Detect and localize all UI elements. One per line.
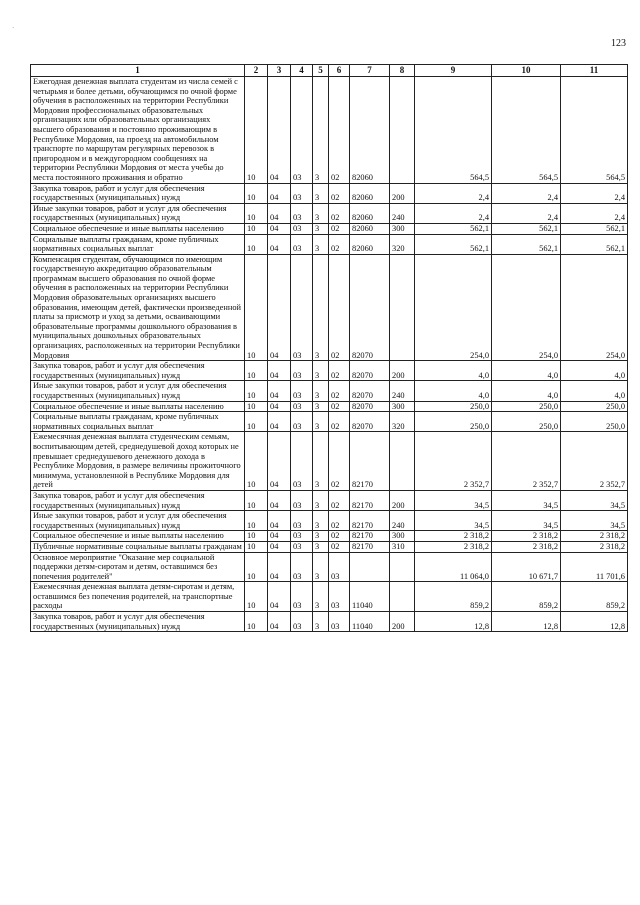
amount-cell: 2 318,2 [415, 531, 492, 542]
amount-cell: 34,5 [561, 511, 628, 531]
code-cell: 03 [291, 77, 313, 184]
code-cell [390, 77, 415, 184]
code-cell: 82060 [350, 234, 390, 254]
code-cell: 11040 [350, 582, 390, 612]
code-cell: 02 [329, 541, 350, 552]
amount-cell: 12,8 [415, 612, 492, 632]
code-cell: 02 [329, 401, 350, 412]
code-cell: 03 [291, 361, 313, 381]
code-cell: 300 [390, 531, 415, 542]
row-description: Ежемесячная денежная выплата детям-сиротам и детям, оставшимся без попечения родителей, на транспортные расходы [31, 582, 245, 612]
table-row [31, 203, 628, 223]
amount-cell: 34,5 [561, 490, 628, 510]
code-cell: 10 [245, 361, 268, 381]
table-row [31, 432, 628, 491]
code-cell: 10 [245, 412, 268, 432]
code-cell: 3 [313, 223, 329, 234]
row-description: Социальные выплаты гражданам, кроме публичных нормативных социальных выплат [31, 234, 245, 254]
code-cell: 82170 [350, 541, 390, 552]
code-cell: 240 [390, 511, 415, 531]
amount-cell: 250,0 [561, 401, 628, 412]
code-cell: 03 [291, 381, 313, 401]
code-cell: 10 [245, 381, 268, 401]
column-header-11: 11 [561, 65, 628, 77]
amount-cell: 4,0 [561, 361, 628, 381]
column-header-9: 9 [415, 65, 492, 77]
row-description: Основное мероприятие "Оказание мер социальной поддержки детям-сиротам и детям, оставшимся без попечения родителей" [31, 552, 245, 582]
code-cell: 3 [313, 612, 329, 632]
code-cell: 320 [390, 234, 415, 254]
code-cell: 3 [313, 381, 329, 401]
code-cell: 3 [313, 361, 329, 381]
row-description: Социальное обеспечение и иные выплаты населению [31, 223, 245, 234]
code-cell: 02 [329, 234, 350, 254]
amount-cell: 2 318,2 [561, 541, 628, 552]
amount-cell: 562,1 [492, 234, 561, 254]
amount-cell: 562,1 [415, 234, 492, 254]
amount-cell: 562,1 [415, 223, 492, 234]
code-cell: 03 [291, 612, 313, 632]
code-cell: 10 [245, 432, 268, 491]
code-cell: 04 [268, 77, 291, 184]
code-cell: 3 [313, 552, 329, 582]
amount-cell: 250,0 [492, 412, 561, 432]
code-cell: 320 [390, 412, 415, 432]
code-cell: 04 [268, 183, 291, 203]
amount-cell: 4,0 [415, 381, 492, 401]
table-row [31, 401, 628, 412]
code-cell: 03 [329, 582, 350, 612]
row-description: Иные закупки товаров, работ и услуг для обеспечения государственных (муниципальных) нужд [31, 511, 245, 531]
code-cell: 03 [291, 234, 313, 254]
amount-cell: 12,8 [561, 612, 628, 632]
table-row [31, 612, 628, 632]
code-cell: 03 [291, 254, 313, 361]
amount-cell: 859,2 [415, 582, 492, 612]
code-cell: 03 [329, 612, 350, 632]
amount-cell: 2,4 [415, 183, 492, 203]
scan-speck: · [12, 24, 15, 32]
code-cell: 240 [390, 381, 415, 401]
code-cell: 310 [390, 541, 415, 552]
code-cell [350, 552, 390, 582]
code-cell: 200 [390, 183, 415, 203]
column-header-7: 7 [350, 65, 390, 77]
code-cell: 10 [245, 183, 268, 203]
code-cell: 04 [268, 361, 291, 381]
code-cell: 82060 [350, 183, 390, 203]
amount-cell: 564,5 [415, 77, 492, 184]
code-cell: 02 [329, 223, 350, 234]
table-row [31, 183, 628, 203]
amount-cell: 2 352,7 [415, 432, 492, 491]
code-cell: 04 [268, 432, 291, 491]
code-cell: 10 [245, 254, 268, 361]
code-cell: 3 [313, 183, 329, 203]
code-cell: 02 [329, 254, 350, 361]
code-cell [390, 432, 415, 491]
amount-cell: 2 352,7 [492, 432, 561, 491]
amount-cell: 859,2 [492, 582, 561, 612]
row-description: Закупка товаров, работ и услуг для обеспечения государственных (муниципальных) нужд [31, 361, 245, 381]
column-header-10: 10 [492, 65, 561, 77]
code-cell: 3 [313, 77, 329, 184]
amount-cell: 34,5 [492, 511, 561, 531]
code-cell: 300 [390, 401, 415, 412]
amount-cell: 250,0 [415, 401, 492, 412]
code-cell: 03 [291, 203, 313, 223]
row-description: Закупка товаров, работ и услуг для обеспечения государственных (муниципальных) нужд [31, 183, 245, 203]
code-cell: 3 [313, 541, 329, 552]
amount-cell: 4,0 [415, 361, 492, 381]
code-cell: 10 [245, 490, 268, 510]
column-header-3: 3 [268, 65, 291, 77]
code-cell: 82060 [350, 223, 390, 234]
code-cell: 10 [245, 77, 268, 184]
column-header-5: 5 [313, 65, 329, 77]
amount-cell: 2 318,2 [492, 531, 561, 542]
amount-cell: 2 352,7 [561, 432, 628, 491]
code-cell: 82070 [350, 412, 390, 432]
row-description: Компенсация студентам, обучающимся по имеющим государственную аккредитацию образовательным программам высшего образования по очной форме обучения в расположенных на территории Республики Мордовия образовательных организациях высшего образования, имеющим детей, фактически произведенной платы за присмотр и уход за детьми, осваивающими образовательные программы дошкольного образования в муниципальных дошкольных образовательных организациях, расположенных на территории Республики Мордовия [31, 254, 245, 361]
row-description: Публичные нормативные социальные выплаты гражданам [31, 541, 245, 552]
code-cell: 82170 [350, 432, 390, 491]
code-cell: 82170 [350, 531, 390, 542]
amount-cell: 11 064,0 [415, 552, 492, 582]
code-cell: 03 [291, 511, 313, 531]
amount-cell: 2 318,2 [415, 541, 492, 552]
code-cell: 04 [268, 582, 291, 612]
code-cell: 3 [313, 234, 329, 254]
code-cell: 02 [329, 412, 350, 432]
code-cell: 04 [268, 552, 291, 582]
code-cell: 04 [268, 203, 291, 223]
code-cell: 02 [329, 490, 350, 510]
row-description: Закупка товаров, работ и услуг для обеспечения государственных (муниципальных) нужд [31, 612, 245, 632]
budget-table [30, 64, 628, 632]
code-cell: 02 [329, 531, 350, 542]
row-description: Ежегодная денежная выплата студентам из числа семей с четырьмя и более детьми, обучающимся по очной форме обучения в расположенных на территории Республики Мордовия профессиональных образовательных организациях или образовательных организациях высшего образования и постоянно проживающим в Республике Мордовия, на проезд на автомобильном транспорте по маршрутам регулярных перевозок в пригородном и в междугородном сообщениях на территории Республики Мордовия от места учебы до места постоянного проживания и обратно [31, 77, 245, 184]
row-description: Иные закупки товаров, работ и услуг для обеспечения государственных (муниципальных) нужд [31, 203, 245, 223]
code-cell: 300 [390, 223, 415, 234]
table-row [31, 361, 628, 381]
column-header-4: 4 [291, 65, 313, 77]
code-cell: 200 [390, 361, 415, 381]
amount-cell: 34,5 [415, 490, 492, 510]
code-cell: 10 [245, 234, 268, 254]
amount-cell: 2,4 [561, 203, 628, 223]
code-cell: 03 [291, 531, 313, 542]
code-cell: 82070 [350, 401, 390, 412]
code-cell: 82060 [350, 77, 390, 184]
code-cell: 04 [268, 234, 291, 254]
code-cell [390, 254, 415, 361]
code-cell: 10 [245, 203, 268, 223]
amount-cell: 4,0 [492, 361, 561, 381]
code-cell: 03 [291, 552, 313, 582]
amount-cell: 562,1 [561, 234, 628, 254]
amount-cell: 34,5 [492, 490, 561, 510]
code-cell: 04 [268, 223, 291, 234]
code-cell: 200 [390, 490, 415, 510]
amount-cell: 34,5 [415, 511, 492, 531]
code-cell: 3 [313, 490, 329, 510]
row-description: Социальное обеспечение и иные выплаты населению [31, 531, 245, 542]
amount-cell: 2 318,2 [492, 541, 561, 552]
code-cell: 02 [329, 77, 350, 184]
table-row [31, 234, 628, 254]
amount-cell: 2 318,2 [561, 531, 628, 542]
code-cell: 03 [329, 552, 350, 582]
row-description: Социальные выплаты гражданам, кроме публичных нормативных социальных выплат [31, 412, 245, 432]
code-cell: 04 [268, 401, 291, 412]
table-row [31, 223, 628, 234]
code-cell: 03 [291, 412, 313, 432]
code-cell: 10 [245, 511, 268, 531]
code-cell: 10 [245, 223, 268, 234]
code-cell: 04 [268, 541, 291, 552]
code-cell: 240 [390, 203, 415, 223]
code-cell: 04 [268, 511, 291, 531]
column-header-1: 1 [31, 65, 245, 77]
column-header-2: 2 [245, 65, 268, 77]
table-body [31, 77, 628, 632]
row-description: Социальное обеспечение и иные выплаты населению [31, 401, 245, 412]
code-cell: 03 [291, 432, 313, 491]
code-cell: 3 [313, 203, 329, 223]
amount-cell: 4,0 [561, 381, 628, 401]
amount-cell: 250,0 [492, 401, 561, 412]
amount-cell: 250,0 [415, 412, 492, 432]
code-cell: 10 [245, 401, 268, 412]
code-cell: 3 [313, 582, 329, 612]
table-row [31, 77, 628, 184]
code-cell: 03 [291, 582, 313, 612]
code-cell: 03 [291, 541, 313, 552]
code-cell: 3 [313, 511, 329, 531]
amount-cell: 12,8 [492, 612, 561, 632]
code-cell: 3 [313, 412, 329, 432]
column-header-6: 6 [329, 65, 350, 77]
table-row [31, 541, 628, 552]
table-row [31, 552, 628, 582]
table-row [31, 381, 628, 401]
amount-cell: 564,5 [561, 77, 628, 184]
code-cell: 82170 [350, 490, 390, 510]
code-cell: 03 [291, 183, 313, 203]
code-cell: 03 [291, 401, 313, 412]
row-description: Закупка товаров, работ и услуг для обеспечения государственных (муниципальных) нужд [31, 490, 245, 510]
amount-cell: 11 701,6 [561, 552, 628, 582]
code-cell: 04 [268, 490, 291, 510]
code-cell: 02 [329, 203, 350, 223]
table-row [31, 531, 628, 542]
code-cell: 3 [313, 254, 329, 361]
code-cell: 10 [245, 531, 268, 542]
column-header-8: 8 [390, 65, 415, 77]
code-cell: 3 [313, 432, 329, 491]
row-description: Иные закупки товаров, работ и услуг для обеспечения государственных (муниципальных) нужд [31, 381, 245, 401]
table-row [31, 490, 628, 510]
amount-cell: 254,0 [415, 254, 492, 361]
code-cell: 04 [268, 612, 291, 632]
amount-cell: 562,1 [561, 223, 628, 234]
code-cell: 10 [245, 582, 268, 612]
code-cell: 3 [313, 531, 329, 542]
table-row [31, 412, 628, 432]
code-cell: 3 [313, 401, 329, 412]
amount-cell: 562,1 [492, 223, 561, 234]
code-cell: 02 [329, 511, 350, 531]
amount-cell: 250,0 [561, 412, 628, 432]
code-cell: 04 [268, 381, 291, 401]
amount-cell: 2,4 [492, 183, 561, 203]
code-cell [390, 552, 415, 582]
code-cell: 03 [291, 490, 313, 510]
code-cell: 82070 [350, 361, 390, 381]
amount-cell: 2,4 [561, 183, 628, 203]
code-cell: 200 [390, 612, 415, 632]
code-cell: 02 [329, 381, 350, 401]
code-cell: 02 [329, 183, 350, 203]
code-cell: 82070 [350, 381, 390, 401]
row-description: Ежемесячная денежная выплата студенческим семьям, воспитывающим детей, среднедушевой доход которых не превышает среднедушевого денежного дохода в Республике Мордовия, в размере величины прожиточного минимума, установленной в Республике Мордовия для детей [31, 432, 245, 491]
table-row [31, 582, 628, 612]
code-cell: 82070 [350, 254, 390, 361]
amount-cell: 859,2 [561, 582, 628, 612]
code-cell: 10 [245, 612, 268, 632]
table-header-row [31, 65, 628, 77]
amount-cell: 2,4 [415, 203, 492, 223]
table-row [31, 254, 628, 361]
code-cell: 03 [291, 223, 313, 234]
code-cell: 04 [268, 254, 291, 361]
code-cell: 82170 [350, 511, 390, 531]
code-cell: 82060 [350, 203, 390, 223]
amount-cell: 2,4 [492, 203, 561, 223]
amount-cell: 254,0 [492, 254, 561, 361]
code-cell: 10 [245, 541, 268, 552]
code-cell: 02 [329, 432, 350, 491]
code-cell: 11040 [350, 612, 390, 632]
code-cell [390, 582, 415, 612]
amount-cell: 10 671,7 [492, 552, 561, 582]
amount-cell: 4,0 [492, 381, 561, 401]
code-cell: 04 [268, 531, 291, 542]
code-cell: 10 [245, 552, 268, 582]
table-row [31, 511, 628, 531]
page-number: 123 [611, 38, 626, 49]
code-cell: 02 [329, 361, 350, 381]
amount-cell: 564,5 [492, 77, 561, 184]
amount-cell: 254,0 [561, 254, 628, 361]
code-cell: 04 [268, 412, 291, 432]
